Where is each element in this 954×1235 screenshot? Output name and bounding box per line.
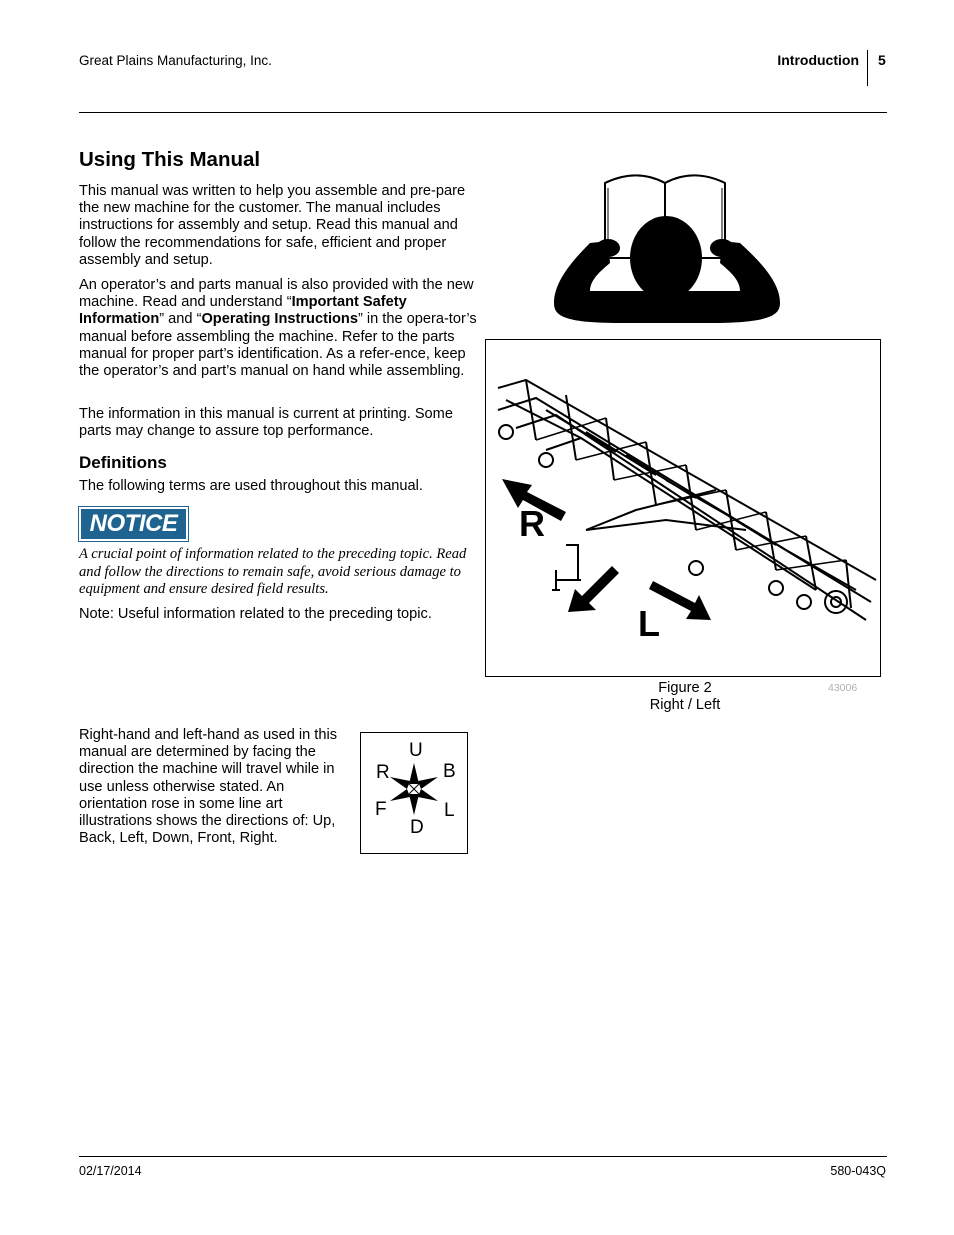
- manuals-paragraph: [79, 277, 479, 380]
- footer-doc-code: 580-043Q: [830, 1164, 886, 1178]
- label-l: L: [638, 603, 660, 644]
- manuals-text-2: ” and “: [159, 311, 202, 328]
- notice-definition: A crucial point of information related to the preceding topic. Read and follow the directions to remain safe, avoid serious damage to equipment and ensure desired field results.: [79, 546, 467, 598]
- header-company: Great Plains Manufacturing, Inc.: [79, 53, 272, 68]
- note-definition: Note: Useful information related to the preceding topic.: [79, 606, 432, 622]
- current-info-text: The information in this manual is current at printing. Some parts may change to assure top performance.: [79, 406, 453, 440]
- orientation-rose: [360, 732, 468, 854]
- header-divider: [867, 50, 868, 86]
- rose-down: D: [410, 817, 424, 838]
- orientation-paragraph: Right-hand and left-hand as used in this manual are determined by facing the direction the machine will travel while in use unless otherwise stated. An orientation rose in some line art illustrations shows the directions of: Up, Back, Left, Down, Front, Right.: [79, 727, 337, 847]
- footer-rule: [79, 1156, 887, 1157]
- figure-caption-title: Right / Left: [649, 697, 721, 714]
- intro-text: This manual was written to help you assemble and pre-pare the new machine for the customer. The manual includes instructions for assembly and setup. Read this manual and follow the recommendations for safe, efficient and proper assembly and setup.: [79, 183, 466, 268]
- label-r: R: [519, 503, 545, 544]
- intro-paragraph: [79, 183, 479, 269]
- important-safety-info: Important Safety Information: [79, 294, 407, 328]
- page-number: 5: [878, 52, 886, 68]
- figure-2-frame: [485, 339, 881, 677]
- manuals-text-3: ” in the opera-tor’s manual before assembling the machine. Refer to the parts manual for proper part’s identification. As a refer-ence, keep the operator’s and part’s manual on hand while assembling.: [79, 311, 477, 380]
- header-rule: [79, 112, 887, 113]
- rose-up: U: [409, 740, 423, 761]
- manuals-text: [79, 277, 479, 380]
- manuals-text-1: An operator’s and parts manual is also provided with the new machine. Read and understand “: [79, 277, 474, 311]
- rose-front: F: [375, 799, 387, 820]
- page-title: Using This Manual: [79, 148, 261, 171]
- figure-caption-number: Figure 2: [658, 680, 712, 696]
- left-arrow: [568, 566, 619, 612]
- rose-back: B: [443, 761, 456, 782]
- current-info-paragraph: [79, 406, 479, 440]
- header-section-title: Introduction: [777, 52, 859, 68]
- figure-caption: [585, 680, 785, 714]
- read-manual-icon: [550, 163, 785, 328]
- compass-rose-icon: [384, 759, 444, 819]
- definitions-heading: Definitions: [79, 453, 167, 472]
- rose-left: L: [444, 800, 455, 821]
- notice-badge: NOTICE: [79, 507, 188, 541]
- cultivator-drawing: [486, 340, 880, 676]
- operating-instructions: Operating Instructions: [201, 311, 358, 328]
- definitions-intro: The following terms are used throughout this manual.: [79, 478, 423, 494]
- figure-id: 43006: [828, 682, 858, 694]
- footer-date: 02/17/2014: [79, 1164, 142, 1178]
- rose-right: R: [376, 762, 390, 783]
